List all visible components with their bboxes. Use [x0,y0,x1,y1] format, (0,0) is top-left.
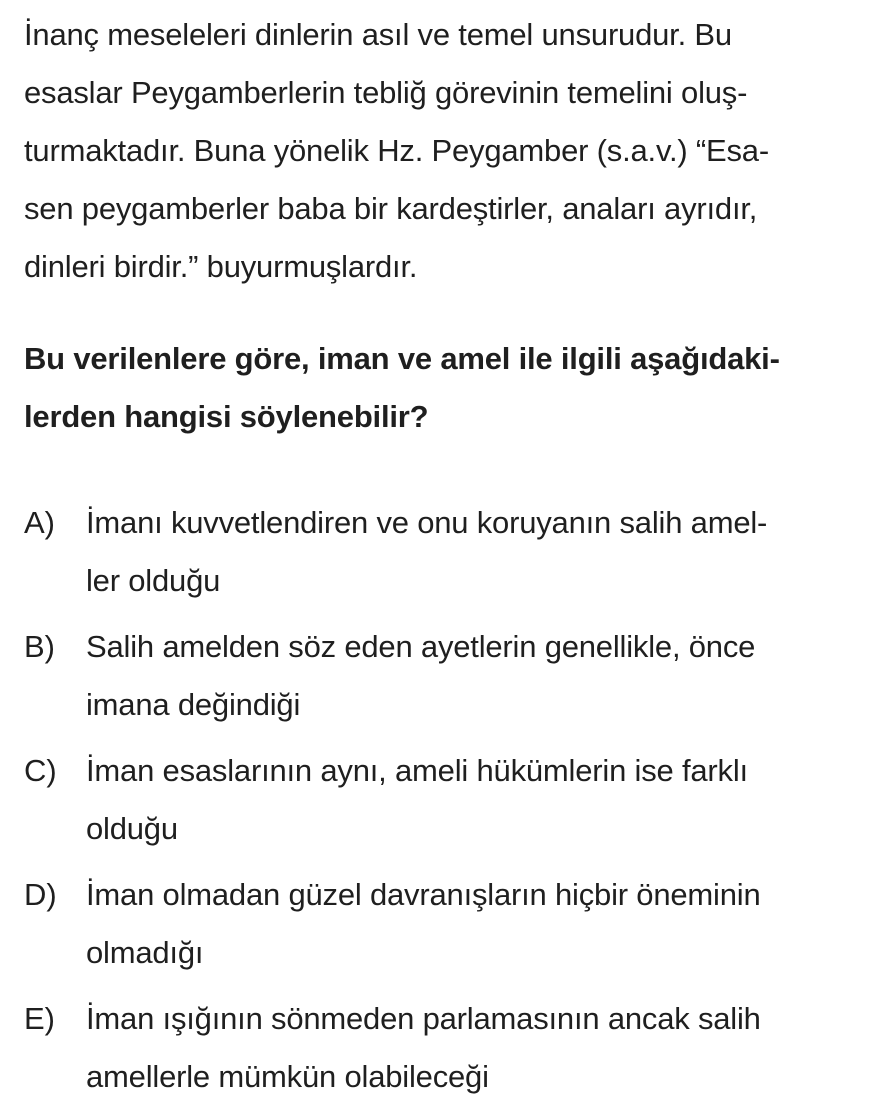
passage-line: sen peygamberler baba bir kardeştirler, anaları ayrıdır, [24,191,758,226]
option-letter: A) [24,505,55,540]
option-letter: C) [24,753,57,788]
passage-line: turmaktadır. Buna yönelik Hz. Peygamber (s.a.v.) “Esa- [24,133,769,168]
option-letter: D) [24,877,57,912]
option-text [86,494,767,610]
passage-line: İnanç meseleleri dinlerin asıl ve temel unsurudur. Bu [24,17,732,52]
option-line: İman esaslarının aynı, ameli hükümlerin ise farklı [86,753,748,788]
option-line: İman olmadan güzel davranışların hiçbir öneminin [86,877,761,912]
question-line: Bu verilenlere göre, iman ve amel ile ilgili aşağıdaki- [24,341,780,376]
option-letter: E) [24,1001,55,1036]
option-line: amellerle mümkün olabileceği [86,1059,489,1094]
option-c[interactable] [24,742,864,866]
option-line: Salih amelden söz eden ayetlerin genellikle, önce [86,629,756,664]
option-e[interactable] [24,990,864,1114]
passage-text [24,6,864,296]
option-text [86,990,761,1106]
option-b[interactable] [24,618,864,742]
option-line: olmadığı [86,935,204,970]
question-line: lerden hangisi söylenebilir? [24,399,429,434]
option-line: olduğu [86,811,178,846]
option-letter: B) [24,629,55,664]
option-text [86,618,755,734]
option-line: İmanı kuvvetlendiren ve onu koruyanın salih amel- [86,505,768,540]
answer-options [24,494,864,1114]
option-line: İman ışığının sönmeden parlamasının ancak salih [86,1001,761,1036]
option-text [86,742,748,858]
passage-line: esaslar Peygamberlerin tebliğ görevinin temelini oluş- [24,75,748,110]
option-d[interactable] [24,866,864,990]
passage-line: dinleri birdir.” buyurmuşlardır. [24,249,418,284]
option-line: ler olduğu [86,563,221,598]
option-line: imana değindiği [86,687,301,722]
option-a[interactable] [24,494,864,618]
option-text [86,866,761,982]
question-stem [24,330,864,446]
